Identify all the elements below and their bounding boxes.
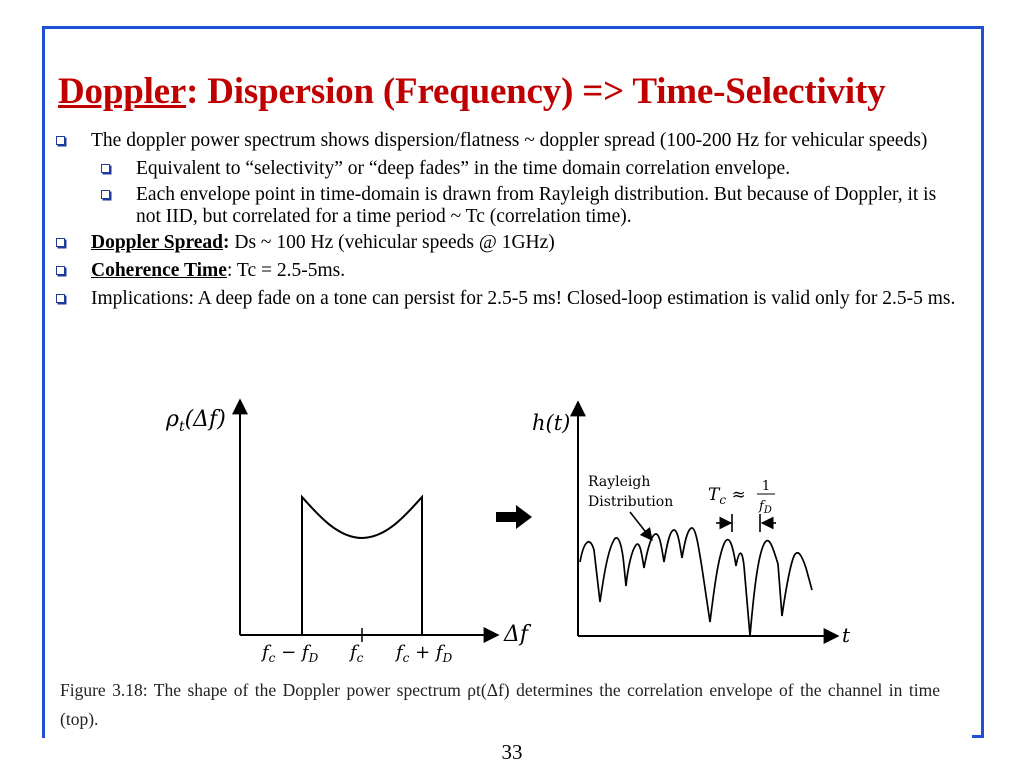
- bullet-square-icon: [101, 190, 110, 199]
- annotation-pointer: [630, 512, 652, 540]
- bullet-term: Doppler Spread: [91, 232, 224, 253]
- page-number: 33: [501, 740, 523, 764]
- bullet-text: Tc = 2.5-5ms.: [232, 260, 346, 281]
- bullet-text: Equivalent to “selectivity” or “deep fades” in the time domain correlation envelope.: [136, 158, 791, 179]
- bullet-item: [52, 232, 957, 254]
- bullet-term-separator: :: [223, 232, 230, 253]
- bullet-item: [52, 130, 957, 152]
- bullet-text: The doppler power spectrum shows dispersion/flatness ~ doppler spread (100-200 Hz for vehicular speeds): [91, 130, 928, 151]
- bullet-square-icon: [56, 266, 65, 275]
- sub-bullet-item: [97, 184, 957, 228]
- spectrum-curve: [302, 497, 422, 635]
- slide-frame-left: [42, 26, 45, 738]
- sub-bullet-item: [97, 158, 957, 180]
- bullet-term-separator: :: [226, 260, 233, 281]
- time-envelope-figure: [520, 390, 860, 660]
- coherence-time-label: $T_c$ ≈: [708, 485, 746, 507]
- rayleigh-annotation: Rayleigh Distribution: [588, 474, 674, 510]
- tick-label-center: $f_c$: [350, 642, 364, 665]
- bullet-item: [52, 260, 957, 282]
- slide-title: [58, 70, 978, 113]
- tick-label-upper: $f_c + f_D$: [396, 642, 453, 665]
- title-rest: : Dispersion (Frequency) => Time-Selectivity: [186, 71, 886, 112]
- bullet-square-icon: [56, 238, 65, 247]
- bullet-text: Ds ~ 100 Hz (vehicular speeds @ 1GHz): [229, 232, 555, 253]
- bullet-text: Implications: A deep fade on a tone can persist for 2.5-5 ms! Closed-loop estimation is valid only for 2.5-5 ms.: [91, 288, 956, 309]
- bullet-text: Each envelope point in time-domain is drawn from Rayleigh distribution. But because of Doppler, it is not IID, but correlated for a time period ~ Tc (correlation time).: [136, 184, 937, 227]
- bullet-square-icon: [56, 136, 65, 145]
- tc-fraction-numerator: 1: [761, 479, 771, 494]
- bullet-item: [52, 288, 957, 310]
- bullet-term: Coherence Time: [91, 260, 227, 281]
- tc-fraction-denominator: $f_D$: [759, 499, 772, 516]
- tick-label-lower: $f_c - f_D$: [262, 642, 319, 665]
- y-axis-label: h(t): [532, 411, 571, 435]
- x-axis-label: Δf: [504, 622, 529, 647]
- slide-frame-top: [42, 26, 984, 29]
- figure-caption: Figure 3.18: The shape of the Doppler power spectrum ρt(Δf) determines the correlation envelope of the channel in time (top).: [60, 680, 940, 729]
- y-axis-label: $\rho_t(\Delta f)$: [166, 407, 226, 435]
- x-axis-label: t: [842, 623, 851, 647]
- title-keyword: Doppler: [58, 71, 187, 112]
- slide-frame-corner: [972, 735, 984, 738]
- bullet-square-icon: [101, 164, 110, 173]
- bullet-square-icon: [56, 294, 65, 303]
- slide-frame-right: [981, 26, 984, 738]
- bullet-list: [52, 130, 957, 316]
- envelope-curve: [580, 528, 812, 636]
